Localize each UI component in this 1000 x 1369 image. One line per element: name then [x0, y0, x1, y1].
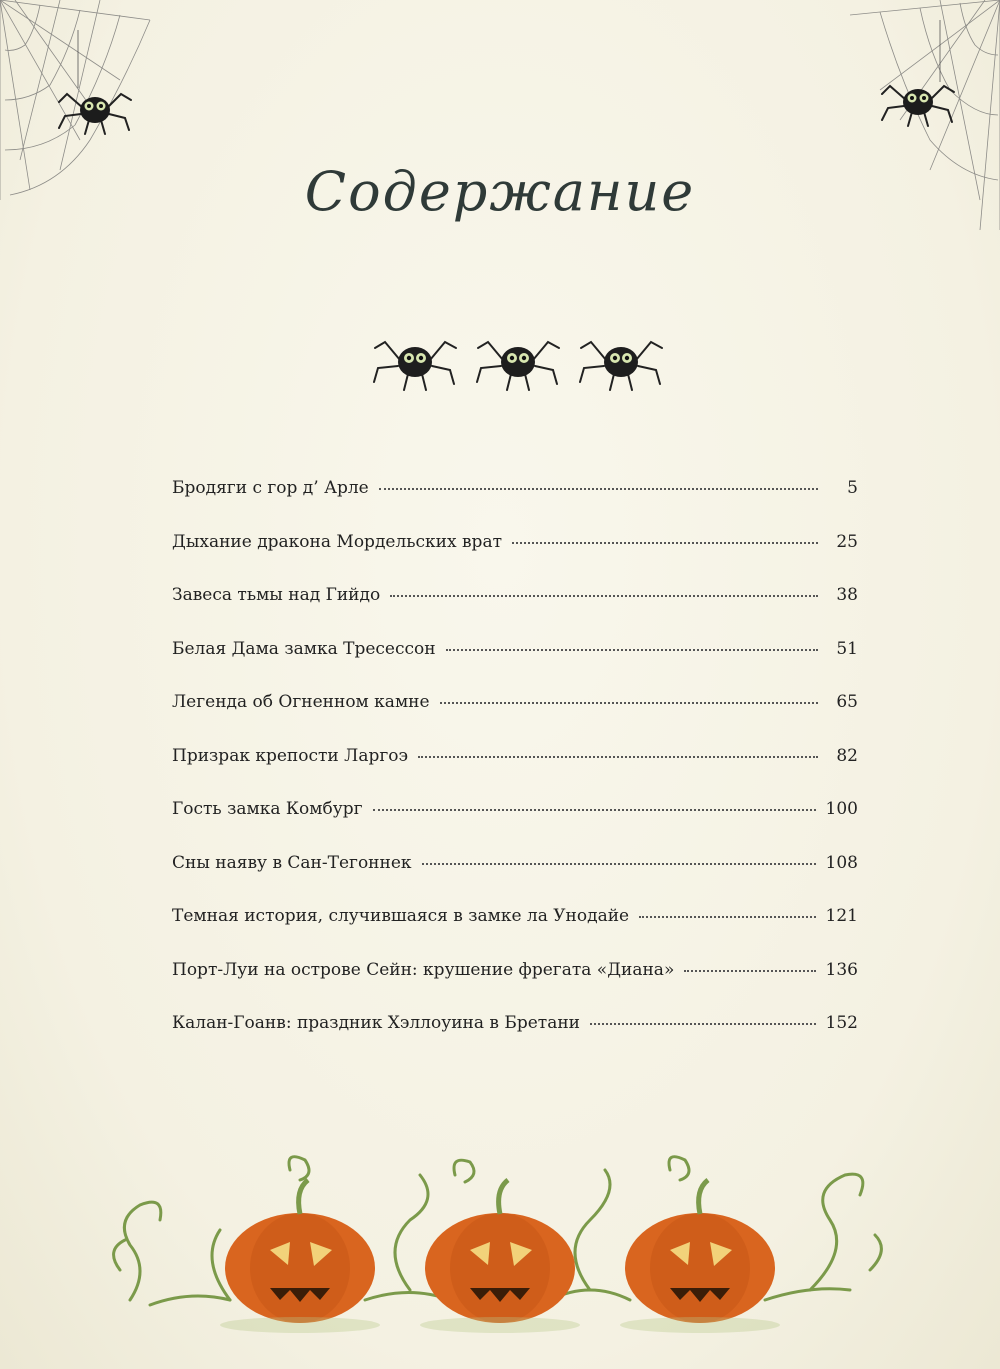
toc-entry[interactable] [172, 960, 858, 1014]
toc-entry[interactable] [172, 746, 858, 800]
toc-leader-dots [684, 969, 815, 972]
spider-icon [477, 342, 559, 390]
toc-entry-title: Гость замка Комбург [172, 799, 363, 819]
toc-entry-page: 100 [825, 799, 858, 819]
toc-entry[interactable] [172, 585, 858, 639]
spider-icon [374, 342, 456, 390]
toc-entry-title: Призрак крепости Ларгоэ [172, 745, 409, 766]
jack-o-lantern-icon [425, 1180, 575, 1323]
toc-entry-page: 5 [847, 478, 858, 498]
toc-leader-dots [390, 594, 818, 597]
toc-leader-dots [418, 755, 818, 758]
toc-entry-page: 25 [836, 531, 858, 552]
toc-entry-page: 38 [836, 585, 858, 605]
toc-leader-dots [440, 701, 818, 704]
toc-entry-title: Калан-Гоанв: праздник Хэллоуина в Бретани [172, 1013, 581, 1033]
toc-entry-title: Дыхание дракона Мордельских врат [172, 531, 502, 552]
toc-entry[interactable] [172, 799, 858, 853]
toc-entry-page: 82 [836, 745, 858, 766]
toc-leader-dots [379, 487, 818, 490]
toc-entry-page: 152 [825, 1013, 858, 1033]
toc-entry-page: 108 [825, 852, 858, 873]
toc-entry[interactable] [172, 1013, 858, 1067]
toc-entry-title: Легенда об Огненном камне [172, 692, 430, 712]
pumpkin-border [110, 1150, 890, 1340]
toc-entry-title: Порт-Луи на острове Сейн: крушение фрегата «Диана» [172, 959, 675, 980]
toc-entry-title: Темная история, случившаяся в замке ла Унодайе [172, 906, 630, 926]
toc-leader-dots [639, 915, 815, 918]
table-of-contents [172, 478, 858, 1067]
spider-icon [580, 342, 662, 390]
toc-entry-title: Бродяги с гор д’ Арле [172, 478, 369, 498]
toc-leader-dots [590, 1022, 816, 1025]
toc-entry-page: 136 [825, 959, 858, 980]
spider-icon [55, 80, 135, 140]
toc-entry-page: 65 [836, 692, 858, 712]
toc-leader-dots [446, 648, 818, 651]
toc-entry[interactable] [172, 853, 858, 907]
toc-leader-dots [512, 541, 818, 544]
toc-entry-page: 121 [825, 906, 858, 926]
toc-entry[interactable] [172, 692, 858, 746]
jack-o-lantern-icon [625, 1180, 775, 1323]
jack-o-lantern-icon [225, 1180, 375, 1323]
toc-entry[interactable] [172, 906, 858, 960]
toc-leader-dots [422, 862, 816, 865]
toc-entry[interactable] [172, 639, 858, 693]
toc-entry-title: Белая Дама замка Тресессон [172, 638, 436, 659]
toc-leader-dots [373, 808, 816, 811]
toc-entry[interactable] [172, 478, 858, 532]
toc-entry[interactable] [172, 532, 858, 586]
spider-divider [370, 330, 670, 400]
toc-entry-title: Завеса тьмы над Гийдо [172, 585, 381, 605]
spider-icon [878, 72, 958, 132]
page-title: Содержание [304, 160, 696, 223]
toc-entry-title: Сны наяву в Сан-Тегоннек [172, 852, 412, 873]
toc-entry-page: 51 [836, 638, 858, 659]
